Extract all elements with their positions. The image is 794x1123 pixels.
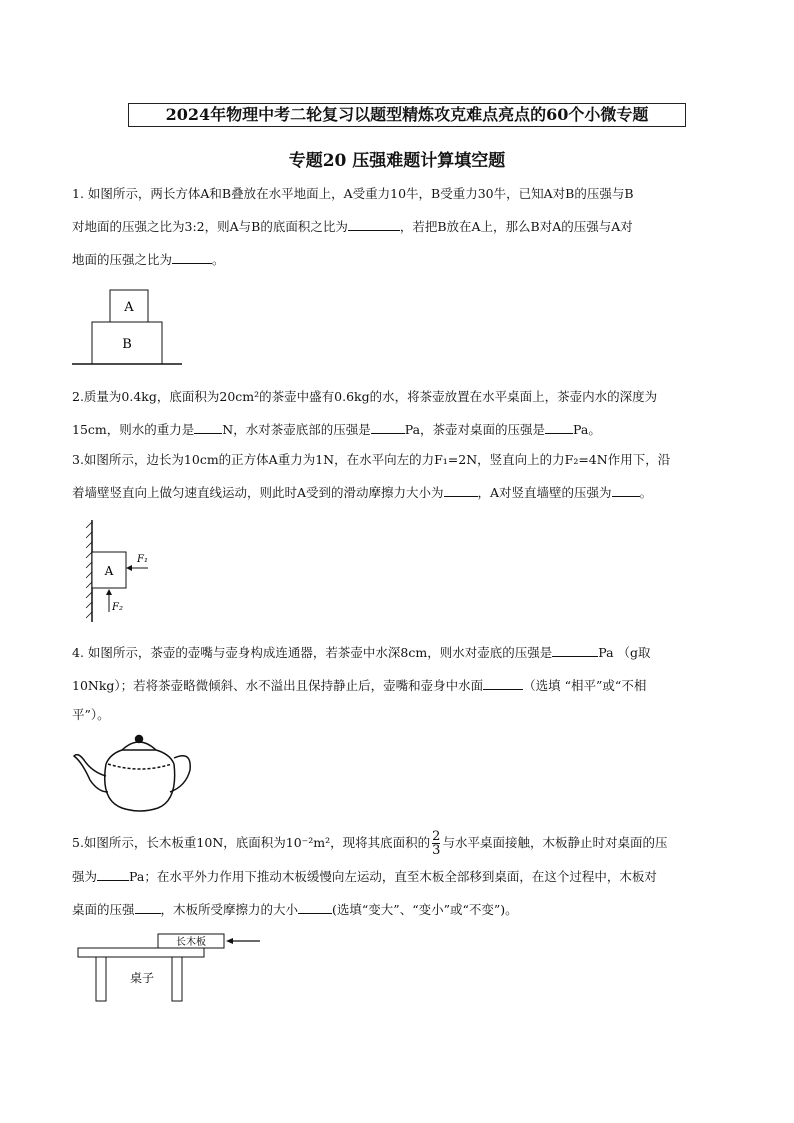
f1-arrowhead bbox=[126, 565, 132, 571]
q2-line2 bbox=[72, 421, 601, 438]
q5-figure-table bbox=[74, 930, 266, 1004]
q3-line1: 3.如图所示，边长为10cm的正方体A重力为1N，在水平向左的力F₁=2N，竖直向上的力F₂=4N作用下，沿 bbox=[72, 452, 671, 467]
q5-blank-1[interactable] bbox=[97, 868, 129, 881]
wall-hatching bbox=[86, 522, 92, 618]
q1-line2 bbox=[72, 218, 633, 235]
q1-line2-text-a: 对地面的压强之比为3:2，则A与B的底面积之比为 bbox=[72, 219, 348, 234]
table-top bbox=[78, 948, 204, 957]
q5-line3-text-c: (选填“变大”、“变小”或“不变”)。 bbox=[332, 902, 518, 917]
q1-line1: 1. 如图所示，两长方体A和B叠放在水平地面上，A受重力10牛，B受重力30牛，已知A对B的压强与B bbox=[72, 186, 634, 201]
long-board-label: 长木板 bbox=[176, 937, 206, 948]
f2-label: F₂ bbox=[112, 602, 123, 613]
q5-line3-text-a: 桌面的压强 bbox=[72, 902, 135, 917]
q4-blank-1[interactable] bbox=[552, 644, 598, 657]
q1-figure-blocks bbox=[70, 286, 190, 368]
q4-blank-2[interactable] bbox=[483, 677, 523, 690]
q5-line1-text-b: 与水平桌面接触，木板静止时对桌面的压 bbox=[442, 835, 668, 850]
q5-line2 bbox=[72, 868, 657, 885]
q4-line1-text-a: 4. 如图所示，茶壶的壶嘴与壶身构成连通器，若茶壶中水深8cm，则水对壶底的压强是 bbox=[72, 645, 553, 660]
q3-line2-text-a: 着墙壁竖直向上做匀速直线运动，则此时A受到的滑动摩擦力大小为 bbox=[72, 485, 444, 500]
q4-line2-text-b: （选填 “相平”或“不相 bbox=[523, 678, 647, 693]
q5-line1-text-a: 5.如图所示，长木板重10N，底面积为10⁻²m²，现将其底面积的 bbox=[72, 835, 431, 850]
q2-blank-1[interactable] bbox=[194, 421, 222, 434]
q3-figure-wall bbox=[84, 518, 164, 626]
q5-blank-3[interactable] bbox=[298, 901, 332, 914]
q5-line2-text-a: 强为 bbox=[72, 869, 98, 884]
table-leg-right bbox=[172, 957, 182, 1001]
q2-line2-text-c: Pa，茶壶对桌面的压强是 bbox=[404, 422, 546, 437]
q4-line1 bbox=[72, 644, 651, 661]
teapot-drawing bbox=[74, 736, 190, 812]
f2-arrowhead bbox=[106, 589, 112, 595]
q1-line3 bbox=[72, 251, 225, 268]
f1-label: F₁ bbox=[137, 554, 148, 565]
cube-a-label: A bbox=[104, 564, 114, 578]
q2-line2-text-b: N，水对茶壶底部的压强是 bbox=[222, 422, 371, 437]
q1-line2-text-b: ，若把B放在A上，那么B对A的压强与A对 bbox=[399, 219, 633, 234]
q5-line2-text-b: Pa；在水平外力作用下推动木板缓慢向左运动，直至木板全部移到桌面，在这个过程中，木板对 bbox=[129, 869, 657, 884]
q2-line2-text-d: Pa。 bbox=[573, 422, 601, 437]
q5-line3-text-b: ，木板所受摩擦力的大小 bbox=[160, 902, 299, 917]
block-b-label: B bbox=[122, 337, 132, 352]
topic-title: 专题20 压强难题计算填空题 bbox=[288, 151, 506, 171]
fraction-numerator: 2 bbox=[432, 829, 441, 844]
block-a-label: A bbox=[124, 300, 134, 315]
q5-blank-2[interactable] bbox=[135, 901, 161, 914]
q5-line1 bbox=[72, 830, 667, 857]
q4-line3: 平”）。 bbox=[72, 707, 110, 722]
q3-line2 bbox=[72, 484, 652, 501]
q3-line2-text-c: 。 bbox=[639, 485, 653, 500]
q2-blank-2[interactable] bbox=[371, 421, 405, 434]
q3-blank-2[interactable] bbox=[612, 484, 640, 497]
q2-line2-text-a: 15cm，则水的重力是 bbox=[72, 422, 195, 437]
q1-blank-1[interactable] bbox=[348, 218, 400, 231]
q1-blank-2[interactable] bbox=[172, 251, 212, 264]
push-arrowhead bbox=[226, 938, 233, 944]
q3-blank-1[interactable] bbox=[444, 484, 478, 497]
table-label: 桌子 bbox=[129, 971, 155, 985]
q2-blank-3[interactable] bbox=[545, 421, 573, 434]
q4-figure-teapot bbox=[70, 730, 194, 814]
q4-line2 bbox=[72, 677, 646, 694]
two-thirds-fraction bbox=[432, 830, 440, 857]
q1-line3-text-a: 地面的压强之比为 bbox=[72, 252, 173, 267]
q4-line2-text-a: 10Nkg）；若将茶壶略微倾斜、水不溢出且保持静止后，壶嘴和壶身中水面 bbox=[72, 678, 484, 693]
table-leg-left bbox=[96, 957, 106, 1001]
fraction-denominator: 3 bbox=[432, 843, 441, 858]
q2-line1: 2.质量为0.4kg，底面积为20cm²的茶壶中盛有0.6kg的水，将茶壶放置在水平桌面上，茶壶内水的深度为 bbox=[72, 389, 658, 404]
q5-line3 bbox=[72, 901, 518, 918]
q3-line2-text-b: ，A对竖直墙壁的压强为 bbox=[477, 485, 612, 500]
q4-line1-text-b: Pa （g取 bbox=[598, 645, 651, 660]
series-title: 2024年物理中考二轮复习以题型精炼攻克难点亮点的60个小微专题 bbox=[128, 103, 686, 127]
q1-line3-text-b: 。 bbox=[212, 252, 225, 267]
